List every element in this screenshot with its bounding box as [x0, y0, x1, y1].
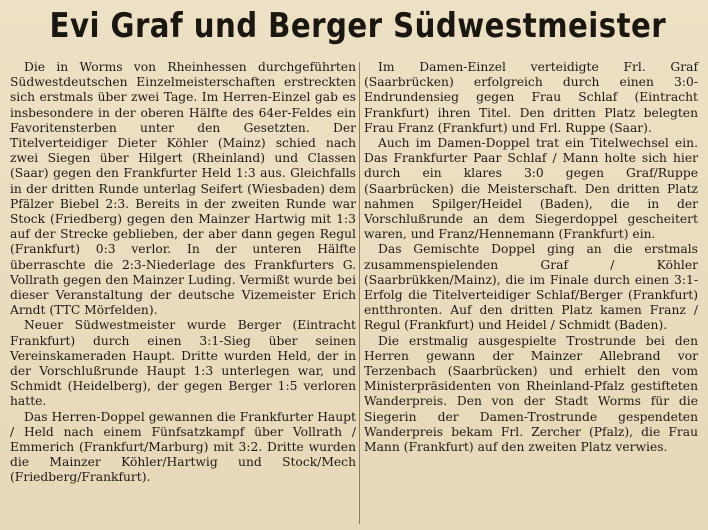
- paragraph: Das Gemischte Doppel ging an die erstmals zusammenspielenden Graf / Köhler (Saarbrükken/Mainz), die im Finale durch einen 3:1-Erfolg die Titelverteidiger Schlaf/Berger (Frankfurt) entthronten. Auf den dritten Platz kamen Franz / Regul (Frankfurt) und Heidel / Schmidt (Baden).: [364, 242, 698, 333]
- paragraph: Neuer Südwestmeister wurde Berger (Eintracht Frankfurt) durch einen 3:1-Sieg über seinen Vereinskameraden Haupt. Dritte wurden Held, der in der Vorschlußrunde Haupt 1:3 unterlegen war, und Schmidt (Heidelberg), der gegen Berger 1:5 verloren hatte.: [10, 318, 356, 409]
- paragraph: Die erstmalig ausgespielte Trostrunde bei den Herren gewann der Mainzer Allebrand vor Terzenbach (Saarbrücken) und erhielt den vom Ministerpräsidenten von Rheinland-Pfalz gestifteten Wanderpreis. Den von der Stadt Worms für die Siegerin der Damen-Trostrunde gespendeten Wanderpreis bekam Frl. Zercher (Pfalz), die Frau Mann (Frankfurt) auf den zweiten Platz verwies.: [364, 333, 698, 455]
- left-column: [10, 60, 356, 486]
- column-divider: [359, 62, 360, 524]
- paragraph: Das Herren-Doppel gewannen die Frankfurter Haupt / Held nach einem Fünfsatzkampf über Vollrath / Emmerich (Frankfurt/Marburg) mit 3:2. Dritte wurden die Mainzer Köhler/Hartwig und Stock/Mech (Friedberg/Frankfurt).: [10, 409, 356, 485]
- paragraph: Auch im Damen-Doppel trat ein Titelwechsel ein. Das Frankfurter Paar Schlaf / Mann holte sich hier durch ein klares 3:0 gegen Graf/Ruppe (Saarbrücken) die Meisterschaft. Den dritten Platz nahmen Spilger/Heidel (Baden), die in der Vorschlußrunde an dem Siegerdoppel gescheitert waren, und Franz/Hennemann (Frankfurt) ein.: [364, 136, 698, 242]
- paragraph: Im Damen-Einzel verteidigte Frl. Graf (Saarbrücken) erfolgreich durch einen 3:0-Endrundensieg gegen Frau Schlaf (Eintracht Frankfurt) ihren Titel. Den dritten Platz belegten Frau Franz (Frankfurt) und Frl. Ruppe (Saar).: [364, 60, 698, 135]
- headline: Evi Graf und Berger Südwestmeister: [49, 6, 667, 46]
- paragraph: Die in Worms von Rheinhessen durchgeführten Südwestdeutschen Einzelmeisterschaften erstreckten sich erstmals über zwei Tage. Im Herren-Einzel gab es insbesondere in der oberen Hälfte des 64er-Feldes ein Favoritensterben unter den Gesetzten. Der Titelverteidiger Dieter Köhler (Mainz) schied nach zwei Siegen über Hilgert (Rheinland) und Classen (Saar) gegen den Frankfurter Held 1:3 aus. Gleichfalls in der dritten Runde unterlag Seifert (Wiesbaden) dem Pfälzer Biebel 2:3. Bereits in der zweiten Runde war Stock (Friedberg) gegen den Mainzer Hartwig mit 1:3 auf der Strecke geblieben, der aber dann gegen Regul (Frankfurt) 0:3 verlor. In der unteren Hälfte überraschte die 2:3-Niederlage des Frankfurters G. Vollrath gegen den Mainzer Luding. Vermißt wurde bei dieser Veranstaltung der deutsche Vizemeister Erich Arndt (TTC Mörfelden).: [10, 60, 356, 318]
- right-column: [364, 60, 698, 455]
